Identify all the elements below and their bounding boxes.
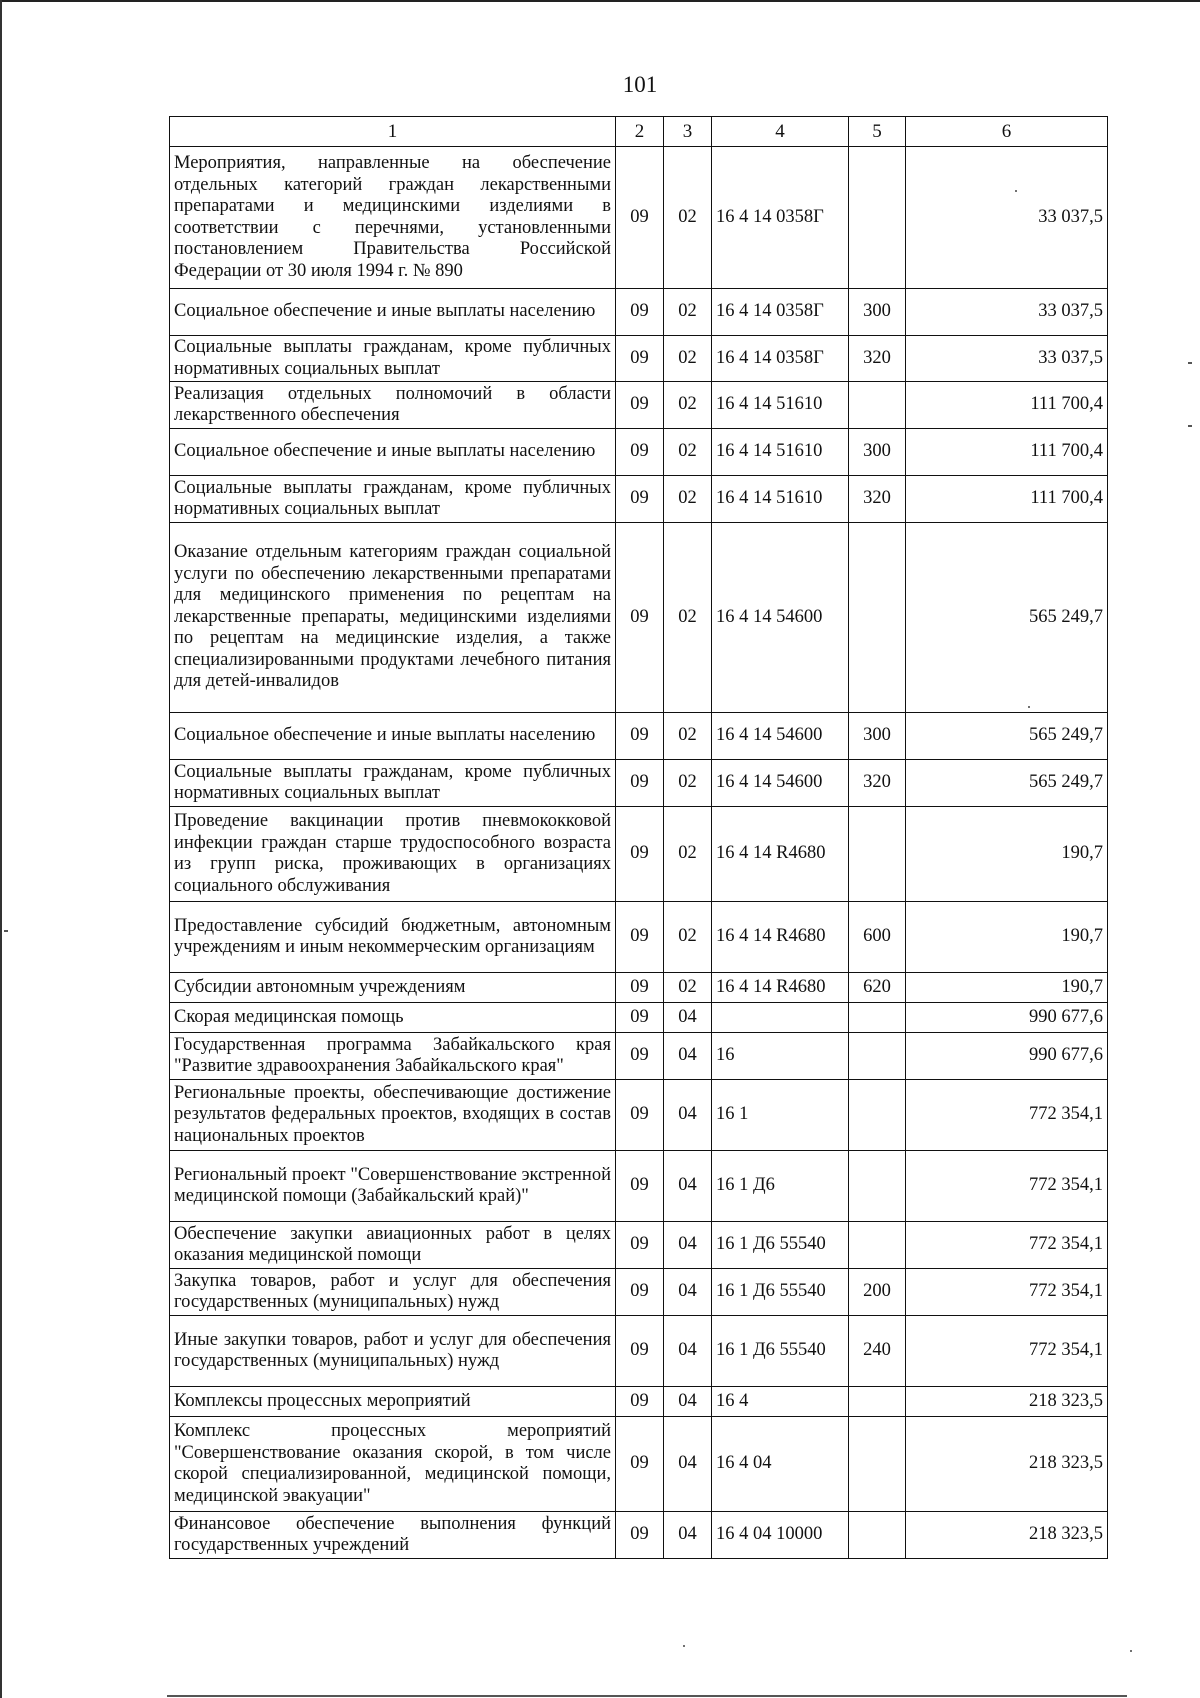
row-amount: 990 677,6 xyxy=(906,1033,1108,1080)
header-col-4: 4 xyxy=(712,117,849,147)
table-row xyxy=(170,1387,1108,1417)
row-subsection: 04 xyxy=(664,1033,712,1080)
row-expense-type: 300 xyxy=(849,289,906,336)
row-section: 09 xyxy=(616,1417,664,1512)
row-subsection: 04 xyxy=(664,1387,712,1417)
row-target-code: 16 1 Д6 55540 xyxy=(712,1269,849,1316)
row-section: 09 xyxy=(616,760,664,807)
margin-tick xyxy=(4,930,8,932)
header-col-6: 6 xyxy=(906,117,1108,147)
table-row xyxy=(170,476,1108,523)
table-row xyxy=(170,1316,1108,1387)
row-amount: 772 354,1 xyxy=(906,1080,1108,1151)
row-subsection: 02 xyxy=(664,973,712,1003)
table-row xyxy=(170,1222,1108,1269)
row-target-code: 16 4 14 R4680 xyxy=(712,973,849,1003)
row-amount: 565 249,7 xyxy=(906,523,1108,713)
row-subsection: 04 xyxy=(664,1080,712,1151)
row-expense-type xyxy=(849,147,906,289)
row-expense-type: 320 xyxy=(849,476,906,523)
row-expense-type: 200 xyxy=(849,1269,906,1316)
row-name: Предоставление субсидий бюджетным, автономным учреждениям и иным некоммерческим организациям xyxy=(170,902,616,973)
row-section: 09 xyxy=(616,1512,664,1559)
row-name: Реализация отдельных полномочий в области лекарственного обеспечения xyxy=(170,382,616,429)
row-section: 09 xyxy=(616,1222,664,1269)
row-amount: 990 677,6 xyxy=(906,1003,1108,1033)
header-col-3: 3 xyxy=(664,117,712,147)
row-subsection: 02 xyxy=(664,713,712,760)
table-row xyxy=(170,1269,1108,1316)
row-amount: 190,7 xyxy=(906,973,1108,1003)
margin-tick xyxy=(1188,425,1192,427)
row-subsection: 04 xyxy=(664,1151,712,1222)
row-amount: 772 354,1 xyxy=(906,1269,1108,1316)
row-target-code: 16 1 Д6 55540 xyxy=(712,1316,849,1387)
row-amount: 190,7 xyxy=(906,807,1108,902)
row-expense-type: 300 xyxy=(849,429,906,476)
row-expense-type: 240 xyxy=(849,1316,906,1387)
row-target-code: 16 4 14 51610 xyxy=(712,429,849,476)
row-name: Иные закупки товаров, работ и услуг для обеспечения государственных (муниципальных) нужд xyxy=(170,1316,616,1387)
row-name: Социальные выплаты гражданам, кроме публичных нормативных социальных выплат xyxy=(170,760,616,807)
row-expense-type xyxy=(849,1080,906,1151)
header-row xyxy=(170,117,1108,147)
row-target-code: 16 1 Д6 55540 xyxy=(712,1222,849,1269)
row-subsection: 04 xyxy=(664,1316,712,1387)
row-name: Региональный проект "Совершенствование экстренной медицинской помощи (Забайкальский край)" xyxy=(170,1151,616,1222)
row-expense-type xyxy=(849,1417,906,1512)
row-section: 09 xyxy=(616,1003,664,1033)
row-target-code: 16 xyxy=(712,1033,849,1080)
row-amount: 772 354,1 xyxy=(906,1222,1108,1269)
row-section: 09 xyxy=(616,336,664,382)
table-row xyxy=(170,902,1108,973)
page-left-edge xyxy=(0,0,2,1698)
table-row xyxy=(170,1417,1108,1512)
table-row xyxy=(170,147,1108,289)
row-target-code xyxy=(712,1003,849,1033)
row-expense-type: 320 xyxy=(849,336,906,382)
header-col-2: 2 xyxy=(616,117,664,147)
table-row xyxy=(170,336,1108,382)
row-section: 09 xyxy=(616,1080,664,1151)
row-section: 09 xyxy=(616,523,664,713)
row-subsection: 02 xyxy=(664,760,712,807)
row-section: 09 xyxy=(616,902,664,973)
row-amount: 565 249,7 xyxy=(906,713,1108,760)
row-amount: 190,7 xyxy=(906,902,1108,973)
row-amount: 218 323,5 xyxy=(906,1512,1108,1559)
table-row xyxy=(170,382,1108,429)
row-amount: 33 037,5 xyxy=(906,147,1108,289)
row-expense-type: 600 xyxy=(849,902,906,973)
row-expense-type xyxy=(849,382,906,429)
margin-tick xyxy=(1188,362,1192,364)
scan-speck xyxy=(1015,190,1017,192)
row-section: 09 xyxy=(616,147,664,289)
scan-speck xyxy=(683,1645,685,1647)
row-subsection: 02 xyxy=(664,147,712,289)
row-subsection: 02 xyxy=(664,902,712,973)
row-section: 09 xyxy=(616,382,664,429)
row-section: 09 xyxy=(616,1269,664,1316)
row-name: Социальное обеспечение и иные выплаты населению xyxy=(170,429,616,476)
row-expense-type xyxy=(849,1512,906,1559)
row-subsection: 02 xyxy=(664,429,712,476)
table-row xyxy=(170,1080,1108,1151)
row-target-code: 16 4 14 54600 xyxy=(712,713,849,760)
row-target-code: 16 4 xyxy=(712,1387,849,1417)
row-section: 09 xyxy=(616,973,664,1003)
budget-table xyxy=(169,116,1108,1559)
row-amount: 111 700,4 xyxy=(906,476,1108,523)
row-amount: 111 700,4 xyxy=(906,429,1108,476)
row-subsection: 02 xyxy=(664,336,712,382)
row-name: Комплекс процессных мероприятий "Совершенствование оказания скорой, в том числе скорой специализированной, медицинской помощи, медицинской эвакуации" xyxy=(170,1417,616,1512)
row-name: Проведение вакцинации против пневмококковой инфекции граждан старше трудоспособного возраста из групп риска, проживающих в организациях социального обслуживания xyxy=(170,807,616,902)
row-target-code: 16 4 14 51610 xyxy=(712,476,849,523)
row-target-code: 16 4 14 0358Г xyxy=(712,147,849,289)
row-name: Государственная программа Забайкальского края "Развитие здравоохранения Забайкальского края" xyxy=(170,1033,616,1080)
table-header xyxy=(170,117,1108,147)
row-expense-type xyxy=(849,1387,906,1417)
header-col-5: 5 xyxy=(849,117,906,147)
row-name: Субсидии автономным учреждениям xyxy=(170,973,616,1003)
row-target-code: 16 4 14 51610 xyxy=(712,382,849,429)
scan-speck xyxy=(1028,706,1030,708)
table-row xyxy=(170,289,1108,336)
row-section: 09 xyxy=(616,289,664,336)
row-amount: 111 700,4 xyxy=(906,382,1108,429)
row-name: Социальные выплаты гражданам, кроме публичных нормативных социальных выплат xyxy=(170,476,616,523)
page-top-edge xyxy=(0,0,1200,2)
row-name: Скорая медицинская помощь xyxy=(170,1003,616,1033)
row-expense-type: 300 xyxy=(849,713,906,760)
row-section: 09 xyxy=(616,1387,664,1417)
table-row xyxy=(170,523,1108,713)
row-section: 09 xyxy=(616,807,664,902)
header-col-1: 1 xyxy=(170,117,616,147)
scan-speck xyxy=(1130,1650,1132,1652)
row-target-code: 16 4 14 0358Г xyxy=(712,336,849,382)
row-name: Социальное обеспечение и иные выплаты населению xyxy=(170,713,616,760)
row-subsection: 02 xyxy=(664,289,712,336)
row-target-code: 16 4 14 R4680 xyxy=(712,902,849,973)
table-row xyxy=(170,713,1108,760)
row-section: 09 xyxy=(616,713,664,760)
row-expense-type xyxy=(849,1033,906,1080)
row-target-code: 16 4 14 0358Г xyxy=(712,289,849,336)
row-target-code: 16 4 14 54600 xyxy=(712,760,849,807)
row-subsection: 02 xyxy=(664,807,712,902)
row-target-code: 16 4 14 R4680 xyxy=(712,807,849,902)
table-row xyxy=(170,760,1108,807)
row-subsection: 04 xyxy=(664,1417,712,1512)
row-name: Социальное обеспечение и иные выплаты населению xyxy=(170,289,616,336)
row-amount: 565 249,7 xyxy=(906,760,1108,807)
row-target-code: 16 4 04 xyxy=(712,1417,849,1512)
row-amount: 33 037,5 xyxy=(906,336,1108,382)
row-section: 09 xyxy=(616,1033,664,1080)
row-name: Закупка товаров, работ и услуг для обеспечения государственных (муниципальных) нужд xyxy=(170,1269,616,1316)
row-subsection: 02 xyxy=(664,382,712,429)
row-section: 09 xyxy=(616,476,664,523)
row-expense-type xyxy=(849,1003,906,1033)
row-amount: 772 354,1 xyxy=(906,1316,1108,1387)
row-subsection: 04 xyxy=(664,1512,712,1559)
table-row xyxy=(170,1003,1108,1033)
row-target-code: 16 4 14 54600 xyxy=(712,523,849,713)
row-subsection: 04 xyxy=(664,1003,712,1033)
row-target-code: 16 4 04 10000 xyxy=(712,1512,849,1559)
row-target-code: 16 1 Д6 xyxy=(712,1151,849,1222)
table-row xyxy=(170,973,1108,1003)
row-section: 09 xyxy=(616,429,664,476)
row-name: Оказание отдельным категориям граждан социальной услуги по обеспечению лекарственными препаратами для медицинского применения по рецептам на лекарственные препараты, медицинскими изделиями по рецептам на медицинские изделия, а также специализированными продуктами лечебного питания для детей-инвалидов xyxy=(170,523,616,713)
row-target-code: 16 1 xyxy=(712,1080,849,1151)
table-row xyxy=(170,1033,1108,1080)
table-row xyxy=(170,1512,1108,1559)
row-amount: 772 354,1 xyxy=(906,1151,1108,1222)
row-expense-type xyxy=(849,1222,906,1269)
row-amount: 218 323,5 xyxy=(906,1387,1108,1417)
row-section: 09 xyxy=(616,1151,664,1222)
row-expense-type xyxy=(849,807,906,902)
table-row xyxy=(170,807,1108,902)
row-amount: 218 323,5 xyxy=(906,1417,1108,1512)
row-amount: 33 037,5 xyxy=(906,289,1108,336)
row-name: Обеспечение закупки авиационных работ в целях оказания медицинской помощи xyxy=(170,1222,616,1269)
row-subsection: 04 xyxy=(664,1222,712,1269)
row-name: Комплексы процессных мероприятий xyxy=(170,1387,616,1417)
row-name: Региональные проекты, обеспечивающие достижение результатов федеральных проектов, входящих в состав национальных проектов xyxy=(170,1080,616,1151)
row-expense-type xyxy=(849,523,906,713)
row-expense-type: 320 xyxy=(849,760,906,807)
row-subsection: 02 xyxy=(664,476,712,523)
row-name: Социальные выплаты гражданам, кроме публичных нормативных социальных выплат xyxy=(170,336,616,382)
table-body xyxy=(170,147,1108,1559)
row-expense-type: 620 xyxy=(849,973,906,1003)
row-subsection: 04 xyxy=(664,1269,712,1316)
row-expense-type xyxy=(849,1151,906,1222)
row-section: 09 xyxy=(616,1316,664,1387)
table-row xyxy=(170,429,1108,476)
row-name: Финансовое обеспечение выполнения функций государственных учреждений xyxy=(170,1512,616,1559)
page-number: 101 xyxy=(622,72,658,97)
row-name: Мероприятия, направленные на обеспечение отдельных категорий граждан лекарственными препаратами и медицинскими изделиями в соответствии с перечнями, установленными постановлением Правительства Российской Федерации от 30 июля 1994 г. № 890 xyxy=(170,147,616,289)
table-row xyxy=(170,1151,1108,1222)
row-subsection: 02 xyxy=(664,523,712,713)
page-bottom-rule xyxy=(167,1695,1127,1697)
